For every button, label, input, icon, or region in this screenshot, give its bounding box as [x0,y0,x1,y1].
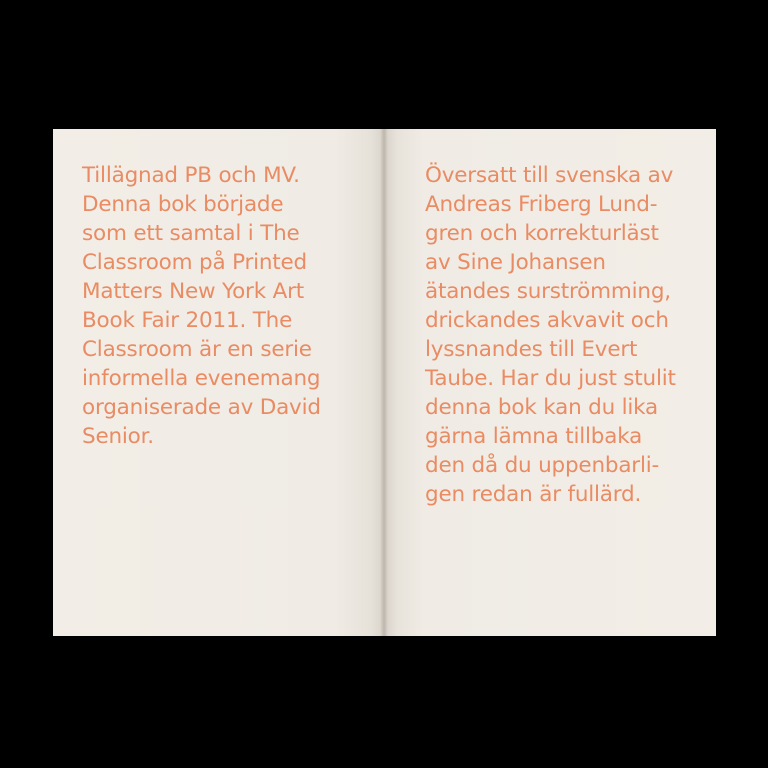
right-page [384,129,716,636]
left-page [53,129,384,636]
translation-credits-text: Översatt till svenska av Andreas Friberg Lund- gren och korrekturläst av Sine Johansen ätandes surströmming, drickandes akvavit och lyssnandes till Evert Taube. Har du just stulit denna bok kan du lika gärna lämna tillbaka den då du uppenbarli- gen redan är fullärd. [425,163,676,507]
book-gutter [380,129,388,636]
dedication-text: Tillägnad PB och MV. Denna bok började som ett samtal i The Classroom på Printed Matters New York Art Book Fair 2011. The Classroom är en serie informella evenemang organiserade av David Senior. [82,163,321,449]
open-book [53,129,716,636]
